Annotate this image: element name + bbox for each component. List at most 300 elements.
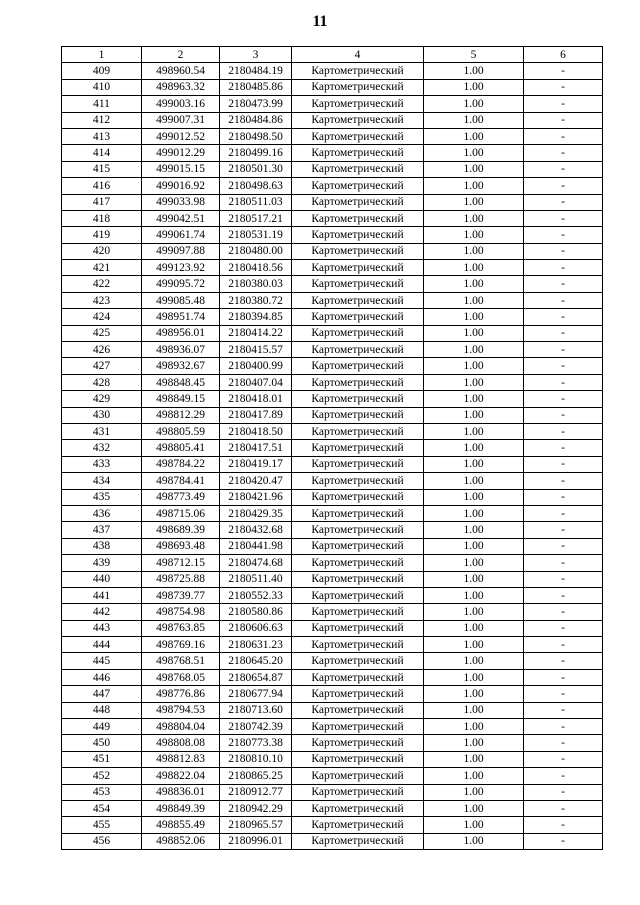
accuracy-cell: 1.00 <box>424 800 524 816</box>
point-number-cell: 448 <box>62 702 142 718</box>
y-coordinate-cell: 2180996.01 <box>220 833 292 849</box>
x-coordinate-cell: 498768.05 <box>142 669 220 685</box>
table-row <box>62 63 603 79</box>
accuracy-cell: 1.00 <box>424 784 524 800</box>
y-coordinate-cell: 2180501.30 <box>220 161 292 177</box>
point-number-cell: 453 <box>62 784 142 800</box>
point-number-cell: 456 <box>62 833 142 849</box>
accuracy-cell: 1.00 <box>424 309 524 325</box>
note-cell: - <box>524 768 603 784</box>
method-cell: Картометрический <box>292 423 424 439</box>
y-coordinate-cell: 2180380.72 <box>220 292 292 308</box>
accuracy-cell: 1.00 <box>424 653 524 669</box>
y-coordinate-cell: 2180499.16 <box>220 145 292 161</box>
method-cell: Картометрический <box>292 292 424 308</box>
method-cell: Картометрический <box>292 686 424 702</box>
point-number-cell: 442 <box>62 604 142 620</box>
accuracy-cell: 1.00 <box>424 292 524 308</box>
point-number-cell: 424 <box>62 309 142 325</box>
y-coordinate-cell: 2180417.89 <box>220 407 292 423</box>
note-cell: - <box>524 686 603 702</box>
x-coordinate-cell: 498812.29 <box>142 407 220 423</box>
column-header: 4 <box>292 47 424 63</box>
method-cell: Картометрический <box>292 63 424 79</box>
method-cell: Картометрический <box>292 653 424 669</box>
table-row <box>62 358 603 374</box>
x-coordinate-cell: 498956.01 <box>142 325 220 341</box>
point-number-cell: 419 <box>62 227 142 243</box>
point-number-cell: 443 <box>62 620 142 636</box>
y-coordinate-cell: 2180400.99 <box>220 358 292 374</box>
point-number-cell: 415 <box>62 161 142 177</box>
method-cell: Картометрический <box>292 358 424 374</box>
note-cell: - <box>524 489 603 505</box>
note-cell: - <box>524 342 603 358</box>
method-cell: Картометрический <box>292 391 424 407</box>
table-row <box>62 489 603 505</box>
note-cell: - <box>524 260 603 276</box>
table-row <box>62 325 603 341</box>
x-coordinate-cell: 498836.01 <box>142 784 220 800</box>
accuracy-cell: 1.00 <box>424 702 524 718</box>
table-row <box>62 227 603 243</box>
coordinates-table <box>61 46 603 850</box>
method-cell: Картометрический <box>292 784 424 800</box>
y-coordinate-cell: 2180419.17 <box>220 456 292 472</box>
note-cell: - <box>524 374 603 390</box>
accuracy-cell: 1.00 <box>424 276 524 292</box>
accuracy-cell: 1.00 <box>424 227 524 243</box>
y-coordinate-cell: 2180441.98 <box>220 538 292 554</box>
table-row <box>62 473 603 489</box>
x-coordinate-cell: 499061.74 <box>142 227 220 243</box>
y-coordinate-cell: 2180511.03 <box>220 194 292 210</box>
point-number-cell: 422 <box>62 276 142 292</box>
note-cell: - <box>524 227 603 243</box>
point-number-cell: 432 <box>62 440 142 456</box>
table-row <box>62 768 603 784</box>
x-coordinate-cell: 498769.16 <box>142 637 220 653</box>
table-row <box>62 719 603 735</box>
accuracy-cell: 1.00 <box>424 342 524 358</box>
table-row <box>62 686 603 702</box>
table-row <box>62 735 603 751</box>
x-coordinate-cell: 498804.04 <box>142 719 220 735</box>
method-cell: Картометрический <box>292 145 424 161</box>
y-coordinate-cell: 2180380.03 <box>220 276 292 292</box>
method-cell: Картометрический <box>292 325 424 341</box>
x-coordinate-cell: 499012.29 <box>142 145 220 161</box>
y-coordinate-cell: 2180415.57 <box>220 342 292 358</box>
method-cell: Картометрический <box>292 374 424 390</box>
method-cell: Картометрический <box>292 620 424 636</box>
y-coordinate-cell: 2180631.23 <box>220 637 292 653</box>
point-number-cell: 437 <box>62 522 142 538</box>
method-cell: Картометрический <box>292 587 424 603</box>
accuracy-cell: 1.00 <box>424 555 524 571</box>
column-header: 6 <box>524 47 603 63</box>
y-coordinate-cell: 2180418.01 <box>220 391 292 407</box>
y-coordinate-cell: 2180677.94 <box>220 686 292 702</box>
table-row <box>62 161 603 177</box>
point-number-cell: 433 <box>62 456 142 472</box>
table-row <box>62 784 603 800</box>
column-header: 3 <box>220 47 292 63</box>
y-coordinate-cell: 2180654.87 <box>220 669 292 685</box>
note-cell: - <box>524 96 603 112</box>
point-number-cell: 454 <box>62 800 142 816</box>
x-coordinate-cell: 498805.41 <box>142 440 220 456</box>
accuracy-cell: 1.00 <box>424 833 524 849</box>
x-coordinate-cell: 498805.59 <box>142 423 220 439</box>
note-cell: - <box>524 571 603 587</box>
table-row <box>62 243 603 259</box>
method-cell: Картометрический <box>292 440 424 456</box>
x-coordinate-cell: 498951.74 <box>142 309 220 325</box>
table-row <box>62 587 603 603</box>
accuracy-cell: 1.00 <box>424 194 524 210</box>
accuracy-cell: 1.00 <box>424 604 524 620</box>
x-coordinate-cell: 498689.39 <box>142 522 220 538</box>
point-number-cell: 417 <box>62 194 142 210</box>
x-coordinate-cell: 498715.06 <box>142 505 220 521</box>
point-number-cell: 411 <box>62 96 142 112</box>
x-coordinate-cell: 498768.51 <box>142 653 220 669</box>
point-number-cell: 426 <box>62 342 142 358</box>
note-cell: - <box>524 440 603 456</box>
accuracy-cell: 1.00 <box>424 817 524 833</box>
method-cell: Картометрический <box>292 833 424 849</box>
table-row <box>62 374 603 390</box>
accuracy-cell: 1.00 <box>424 505 524 521</box>
x-coordinate-cell: 499015.15 <box>142 161 220 177</box>
x-coordinate-cell: 499012.52 <box>142 128 220 144</box>
method-cell: Картометрический <box>292 637 424 653</box>
y-coordinate-cell: 2180942.29 <box>220 800 292 816</box>
x-coordinate-cell: 498773.49 <box>142 489 220 505</box>
column-header: 5 <box>424 47 524 63</box>
table-row <box>62 391 603 407</box>
point-number-cell: 441 <box>62 587 142 603</box>
table-row <box>62 260 603 276</box>
method-cell: Картометрический <box>292 702 424 718</box>
accuracy-cell: 1.00 <box>424 456 524 472</box>
point-number-cell: 410 <box>62 79 142 95</box>
method-cell: Картометрический <box>292 128 424 144</box>
accuracy-cell: 1.00 <box>424 522 524 538</box>
x-coordinate-cell: 499042.51 <box>142 210 220 226</box>
note-cell: - <box>524 325 603 341</box>
point-number-cell: 428 <box>62 374 142 390</box>
y-coordinate-cell: 2180645.20 <box>220 653 292 669</box>
point-number-cell: 455 <box>62 817 142 833</box>
table-row <box>62 96 603 112</box>
accuracy-cell: 1.00 <box>424 96 524 112</box>
method-cell: Картометрический <box>292 768 424 784</box>
point-number-cell: 430 <box>62 407 142 423</box>
point-number-cell: 451 <box>62 751 142 767</box>
accuracy-cell: 1.00 <box>424 440 524 456</box>
note-cell: - <box>524 735 603 751</box>
x-coordinate-cell: 498712.15 <box>142 555 220 571</box>
note-cell: - <box>524 784 603 800</box>
accuracy-cell: 1.00 <box>424 587 524 603</box>
method-cell: Картометрический <box>292 800 424 816</box>
y-coordinate-cell: 2180484.86 <box>220 112 292 128</box>
note-cell: - <box>524 800 603 816</box>
table-row <box>62 522 603 538</box>
note-cell: - <box>524 620 603 636</box>
table-row <box>62 620 603 636</box>
y-coordinate-cell: 2180713.60 <box>220 702 292 718</box>
page-number: 11 <box>312 13 328 30</box>
note-cell: - <box>524 473 603 489</box>
point-number-cell: 425 <box>62 325 142 341</box>
point-number-cell: 414 <box>62 145 142 161</box>
note-cell: - <box>524 817 603 833</box>
table-row <box>62 833 603 849</box>
point-number-cell: 450 <box>62 735 142 751</box>
x-coordinate-cell: 498739.77 <box>142 587 220 603</box>
table-row <box>62 604 603 620</box>
method-cell: Картометрический <box>292 79 424 95</box>
table-row <box>62 653 603 669</box>
table-row <box>62 79 603 95</box>
note-cell: - <box>524 505 603 521</box>
accuracy-cell: 1.00 <box>424 620 524 636</box>
y-coordinate-cell: 2180394.85 <box>220 309 292 325</box>
accuracy-cell: 1.00 <box>424 260 524 276</box>
point-number-cell: 423 <box>62 292 142 308</box>
x-coordinate-cell: 498849.15 <box>142 391 220 407</box>
table-row <box>62 456 603 472</box>
x-coordinate-cell: 498848.45 <box>142 374 220 390</box>
point-number-cell: 434 <box>62 473 142 489</box>
accuracy-cell: 1.00 <box>424 374 524 390</box>
note-cell: - <box>524 243 603 259</box>
method-cell: Картометрический <box>292 604 424 620</box>
note-cell: - <box>524 702 603 718</box>
table-body <box>62 63 603 850</box>
note-cell: - <box>524 309 603 325</box>
y-coordinate-cell: 2180965.57 <box>220 817 292 833</box>
note-cell: - <box>524 276 603 292</box>
note-cell: - <box>524 358 603 374</box>
y-coordinate-cell: 2180421.96 <box>220 489 292 505</box>
table-row <box>62 817 603 833</box>
accuracy-cell: 1.00 <box>424 79 524 95</box>
point-number-cell: 452 <box>62 768 142 784</box>
x-coordinate-cell: 499097.88 <box>142 243 220 259</box>
table-row <box>62 292 603 308</box>
y-coordinate-cell: 2180498.50 <box>220 128 292 144</box>
point-number-cell: 412 <box>62 112 142 128</box>
point-number-cell: 427 <box>62 358 142 374</box>
x-coordinate-cell: 498808.08 <box>142 735 220 751</box>
y-coordinate-cell: 2180552.33 <box>220 587 292 603</box>
x-coordinate-cell: 498763.85 <box>142 620 220 636</box>
table-row <box>62 538 603 554</box>
x-coordinate-cell: 498852.06 <box>142 833 220 849</box>
accuracy-cell: 1.00 <box>424 178 524 194</box>
method-cell: Картометрический <box>292 210 424 226</box>
x-coordinate-cell: 498776.86 <box>142 686 220 702</box>
table-row <box>62 800 603 816</box>
note-cell: - <box>524 653 603 669</box>
x-coordinate-cell: 498849.39 <box>142 800 220 816</box>
column-header: 1 <box>62 47 142 63</box>
table-row <box>62 505 603 521</box>
table-header-row <box>62 47 603 63</box>
note-cell: - <box>524 456 603 472</box>
note-cell: - <box>524 587 603 603</box>
y-coordinate-cell: 2180511.40 <box>220 571 292 587</box>
x-coordinate-cell: 499123.92 <box>142 260 220 276</box>
x-coordinate-cell: 499016.92 <box>142 178 220 194</box>
method-cell: Картометрический <box>292 456 424 472</box>
method-cell: Картометрический <box>292 751 424 767</box>
y-coordinate-cell: 2180473.99 <box>220 96 292 112</box>
point-number-cell: 431 <box>62 423 142 439</box>
accuracy-cell: 1.00 <box>424 423 524 439</box>
point-number-cell: 435 <box>62 489 142 505</box>
accuracy-cell: 1.00 <box>424 489 524 505</box>
method-cell: Картометрический <box>292 555 424 571</box>
note-cell: - <box>524 407 603 423</box>
method-cell: Картометрический <box>292 96 424 112</box>
table-row <box>62 440 603 456</box>
x-coordinate-cell: 498725.88 <box>142 571 220 587</box>
method-cell: Картометрический <box>292 571 424 587</box>
table-row <box>62 751 603 767</box>
table-row <box>62 210 603 226</box>
y-coordinate-cell: 2180912.77 <box>220 784 292 800</box>
method-cell: Картометрический <box>292 243 424 259</box>
x-coordinate-cell: 498693.48 <box>142 538 220 554</box>
note-cell: - <box>524 669 603 685</box>
y-coordinate-cell: 2180484.19 <box>220 63 292 79</box>
method-cell: Картометрический <box>292 309 424 325</box>
method-cell: Картометрический <box>292 719 424 735</box>
point-number-cell: 445 <box>62 653 142 669</box>
method-cell: Картометрический <box>292 112 424 128</box>
method-cell: Картометрический <box>292 194 424 210</box>
point-number-cell: 420 <box>62 243 142 259</box>
x-coordinate-cell: 498822.04 <box>142 768 220 784</box>
note-cell: - <box>524 292 603 308</box>
note-cell: - <box>524 194 603 210</box>
accuracy-cell: 1.00 <box>424 669 524 685</box>
point-number-cell: 446 <box>62 669 142 685</box>
accuracy-cell: 1.00 <box>424 735 524 751</box>
note-cell: - <box>524 178 603 194</box>
table-row <box>62 407 603 423</box>
accuracy-cell: 1.00 <box>424 686 524 702</box>
note-cell: - <box>524 538 603 554</box>
y-coordinate-cell: 2180485.86 <box>220 79 292 95</box>
note-cell: - <box>524 555 603 571</box>
accuracy-cell: 1.00 <box>424 473 524 489</box>
point-number-cell: 421 <box>62 260 142 276</box>
accuracy-cell: 1.00 <box>424 128 524 144</box>
note-cell: - <box>524 833 603 849</box>
note-cell: - <box>524 637 603 653</box>
y-coordinate-cell: 2180498.63 <box>220 178 292 194</box>
y-coordinate-cell: 2180865.25 <box>220 768 292 784</box>
point-number-cell: 438 <box>62 538 142 554</box>
table-row <box>62 194 603 210</box>
accuracy-cell: 1.00 <box>424 637 524 653</box>
x-coordinate-cell: 498932.67 <box>142 358 220 374</box>
note-cell: - <box>524 128 603 144</box>
y-coordinate-cell: 2180432.68 <box>220 522 292 538</box>
method-cell: Картометрический <box>292 669 424 685</box>
y-coordinate-cell: 2180580.86 <box>220 604 292 620</box>
y-coordinate-cell: 2180417.51 <box>220 440 292 456</box>
accuracy-cell: 1.00 <box>424 145 524 161</box>
table-row <box>62 555 603 571</box>
x-coordinate-cell: 498936.07 <box>142 342 220 358</box>
method-cell: Картометрический <box>292 260 424 276</box>
point-number-cell: 409 <box>62 63 142 79</box>
accuracy-cell: 1.00 <box>424 751 524 767</box>
x-coordinate-cell: 498784.22 <box>142 456 220 472</box>
accuracy-cell: 1.00 <box>424 112 524 128</box>
note-cell: - <box>524 210 603 226</box>
point-number-cell: 416 <box>62 178 142 194</box>
accuracy-cell: 1.00 <box>424 407 524 423</box>
y-coordinate-cell: 2180407.04 <box>220 374 292 390</box>
accuracy-cell: 1.00 <box>424 768 524 784</box>
note-cell: - <box>524 391 603 407</box>
method-cell: Картометрический <box>292 817 424 833</box>
method-cell: Картометрический <box>292 505 424 521</box>
y-coordinate-cell: 2180480.00 <box>220 243 292 259</box>
y-coordinate-cell: 2180606.63 <box>220 620 292 636</box>
y-coordinate-cell: 2180810.10 <box>220 751 292 767</box>
table-row <box>62 112 603 128</box>
x-coordinate-cell: 499095.72 <box>142 276 220 292</box>
point-number-cell: 429 <box>62 391 142 407</box>
method-cell: Картометрический <box>292 538 424 554</box>
accuracy-cell: 1.00 <box>424 358 524 374</box>
table-row <box>62 423 603 439</box>
table-row <box>62 276 603 292</box>
note-cell: - <box>524 63 603 79</box>
point-number-cell: 449 <box>62 719 142 735</box>
note-cell: - <box>524 751 603 767</box>
point-number-cell: 440 <box>62 571 142 587</box>
accuracy-cell: 1.00 <box>424 719 524 735</box>
y-coordinate-cell: 2180429.35 <box>220 505 292 521</box>
note-cell: - <box>524 79 603 95</box>
method-cell: Картометрический <box>292 407 424 423</box>
method-cell: Картометрический <box>292 489 424 505</box>
y-coordinate-cell: 2180420.47 <box>220 473 292 489</box>
method-cell: Картометрический <box>292 735 424 751</box>
x-coordinate-cell: 499007.31 <box>142 112 220 128</box>
method-cell: Картометрический <box>292 522 424 538</box>
table-row <box>62 342 603 358</box>
note-cell: - <box>524 145 603 161</box>
x-coordinate-cell: 499085.48 <box>142 292 220 308</box>
point-number-cell: 418 <box>62 210 142 226</box>
y-coordinate-cell: 2180474.68 <box>220 555 292 571</box>
table-row <box>62 128 603 144</box>
accuracy-cell: 1.00 <box>424 243 524 259</box>
y-coordinate-cell: 2180418.56 <box>220 260 292 276</box>
note-cell: - <box>524 604 603 620</box>
